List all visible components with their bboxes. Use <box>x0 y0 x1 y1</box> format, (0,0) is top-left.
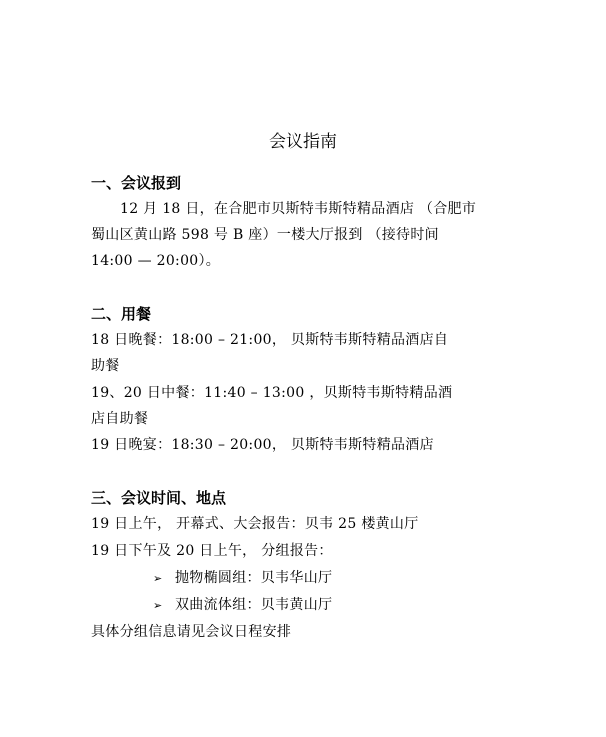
arrow-bullet-icon: ➢ <box>153 572 163 585</box>
section-heading-schedule: 三、会议时间、地点 <box>91 489 227 507</box>
bullet-item-label: 双曲流体组：贝韦黄山厅 <box>175 597 333 613</box>
schedule-footer-note: 具体分组信息请见会议日程安排 <box>91 624 292 640</box>
section-heading-registration: 一、会议报到 <box>91 174 182 192</box>
meals-line-5: 19 日晚宴：18:30 – 20:00， 贝斯特韦斯特精品酒店 <box>91 437 434 453</box>
schedule-line-1: 19 日上午， 开幕式、大会报告：贝韦 25 楼黄山厅 <box>91 516 419 532</box>
meals-line-3: 19、20 日中餐：11:40 – 13:00 ，贝斯特韦斯特精品酒 <box>91 385 453 401</box>
meals-line-1: 18 日晚餐：18:00 – 21:00， 贝斯特韦斯特精品酒店自 <box>91 332 449 348</box>
registration-line-2: 蜀山区黄山路 598 号 B 座）一楼大厅报到 （接待时间 <box>91 227 439 243</box>
bullet-item-label: 抛物椭圆组：贝韦华山厅 <box>175 570 333 586</box>
bullet-item-parabolic <box>153 567 332 590</box>
meals-line-2: 助餐 <box>91 358 120 374</box>
registration-line-1: 12 月 18 日，在合肥市贝斯特韦斯特精品酒店 （合肥市 <box>120 201 477 217</box>
registration-line-3: 14:00 — 20:00）。 <box>91 253 221 269</box>
page-title: 会议指南 <box>269 132 337 152</box>
section-heading-meals: 二、用餐 <box>91 305 152 323</box>
arrow-bullet-icon: ➢ <box>153 599 163 612</box>
bullet-item-hyperbolic <box>153 594 332 617</box>
meals-line-4: 店自助餐 <box>91 411 149 427</box>
schedule-line-2: 19 日下午及 20 日上午， 分组报告： <box>91 543 333 559</box>
